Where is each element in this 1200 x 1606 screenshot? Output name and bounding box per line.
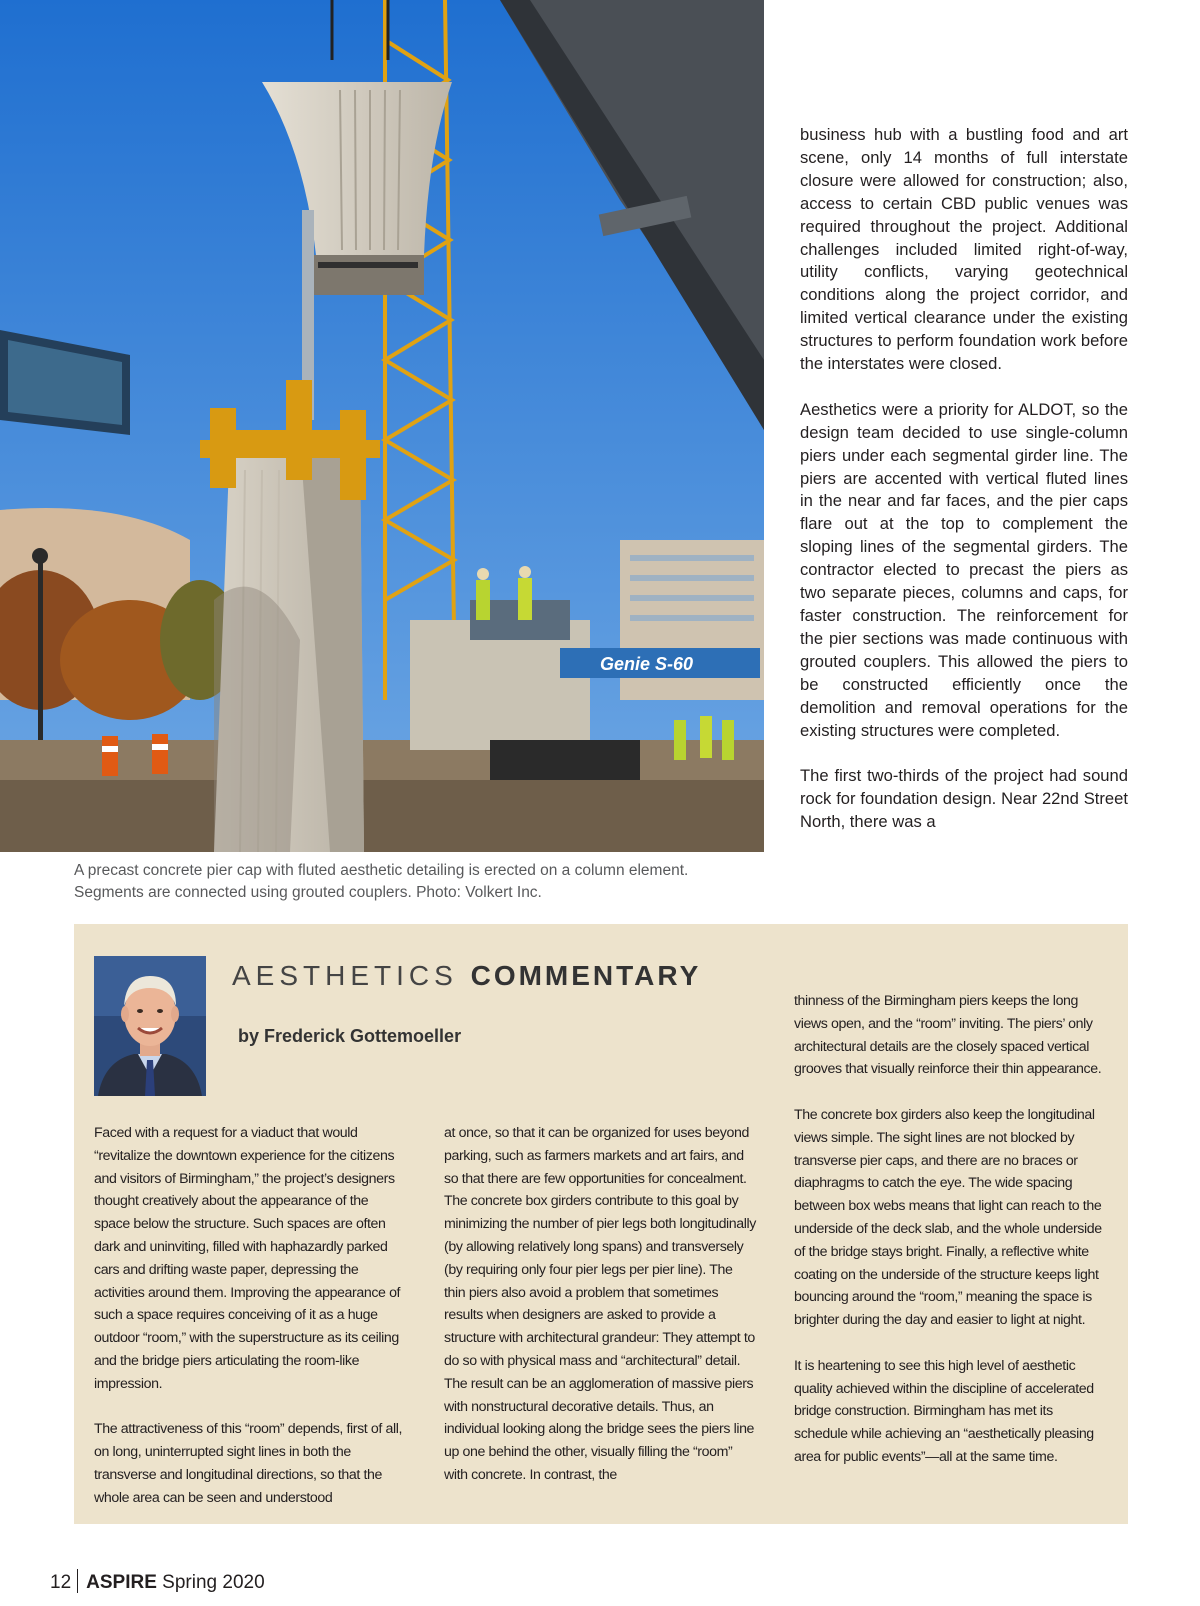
commentary-title-bold: COMMENTARY — [470, 960, 702, 991]
commentary-column-3 — [794, 990, 1106, 1492]
author-portrait — [94, 956, 206, 1096]
commentary-title — [232, 960, 701, 992]
commentary-title-light: AESTHETICS — [232, 960, 458, 991]
commentary-paragraph: It is heartening to see this high level of aesthetic quality achieved within the discipline of accelerated bridge construction. Birmingham has met its schedule while achieving an “aesthetically pleasing area for public events”—all at the same time. — [794, 1357, 1094, 1465]
commentary-paragraph: Faced with a request for a viaduct that would “revitalize the downtown experience for the citizens and visitors of Birmingham,” the project’s designers thought creatively about the appearance of the space below the structure. Such spaces are often dark and uninviting, filled with haphazardly parked cars and drifting waste paper, depressing the activities around them. Improving the appearance of such a space requires conceiving of it as a huge outdoor “room,” with the superstructure as its ceiling and the bridge piers articulating the room-like impression. — [94, 1125, 401, 1392]
magazine-issue: Spring 2020 — [162, 1572, 265, 1593]
commentary-byline: by Frederick Gottemoeller — [238, 1026, 462, 1046]
crane-sign-text: Genie S-60 — [600, 654, 694, 674]
commentary-paragraph: The concrete box girders also keep the longitudinal views simple. The sight lines are not blocked by transverse pier caps, and there are no braces or diaphragms to catch the eye. The wide spacing between box webs means that light can reach to the underside of the deck slab, and the whole underside of the bridge stays bright. Finally, a reflective white coating on the underside of the structure keeps light bouncing around the “room,” meaning the space is brighter during the day and easier to light at night. — [794, 1106, 1102, 1329]
commentary-column-2 — [444, 1122, 756, 1510]
photo-caption: A precast concrete pier cap with fluted aesthetic detailing is erected on a column element. Segments are connected using grouted couplers. Photo: Volkert Inc. — [74, 862, 689, 901]
construction-photo-illustration — [0, 0, 764, 852]
article-paragraph: The first two-thirds of the project had sound rock for foundation design. Near 22nd Street North, there was a — [800, 766, 1128, 832]
author-portrait-image — [94, 956, 206, 1096]
page-number: 12 — [50, 1572, 72, 1593]
magazine-brand: ASPIRE — [86, 1572, 157, 1593]
construction-photo — [0, 0, 764, 852]
commentary-paragraph: at once, so that it can be organized for uses beyond parking, such as farmers markets and art fairs, and so that there are few opportunities for concealment. The concrete box girders contribute to this goal by minimizing the number of pier legs both longitudinally (by allowing relatively long spans) and transversely (by requiring only four pier legs per pier line). The thin piers also avoid a problem that sometimes results when designers are asked to provide a structure with architectural grandeur: They attempt to do so with physical mass and “architectural” detail. The result can be an agglomeration of massive piers with nonstructural decorative details. Thus, an individual looking along the bridge sees the piers line up one behind the other, visually filling the “room” with concrete. In contrast, the — [444, 1125, 756, 1483]
page-footer — [50, 1569, 265, 1595]
article-paragraph: Aesthetics were a priority for ALDOT, so the design team decided to use single-column piers under each segmental girder line. The piers are accented with vertical fluted lines in the near and far faces, and the pier caps flare out at the top to complement the sloping lines of the segmental girders. The contractor elected to precast the piers as two separate pieces, columns and caps, for faster construction. The reinforcement for the pier sections was made continuous with grouted couplers. This allowed the piers to be constructed efficiently once the demolition and removal operations for the existing structures were completed. — [800, 399, 1128, 740]
aesthetics-commentary-box — [74, 924, 1128, 1524]
commentary-paragraph: The attractiveness of this “room” depends, first of all, on long, uninterrupted sight lines in both the transverse and longitudinal directions, so that the whole area can be seen and understood — [94, 1421, 402, 1506]
article-paragraph: business hub with a bustling food and art scene, only 14 months of full interstate closure were allowed for construction; also, access to certain CBD public venues was required throughout the project. Additional challenges included limited right-of-way, utility conflicts, varying geotechnical conditions along the project corridor, and limited vertical clearance under the existing structures to perform foundation work before the interstates were closed. — [800, 125, 1128, 374]
footer-divider — [77, 1569, 78, 1593]
commentary-paragraph: thinness of the Birmingham piers keeps the long views open, and the “room” inviting. The piers’ only architectural details are the closely spaced vertical grooves that visually reinforce their thin appearance. — [794, 993, 1102, 1078]
commentary-column-1 — [94, 1122, 406, 1532]
article-column — [800, 124, 1128, 857]
